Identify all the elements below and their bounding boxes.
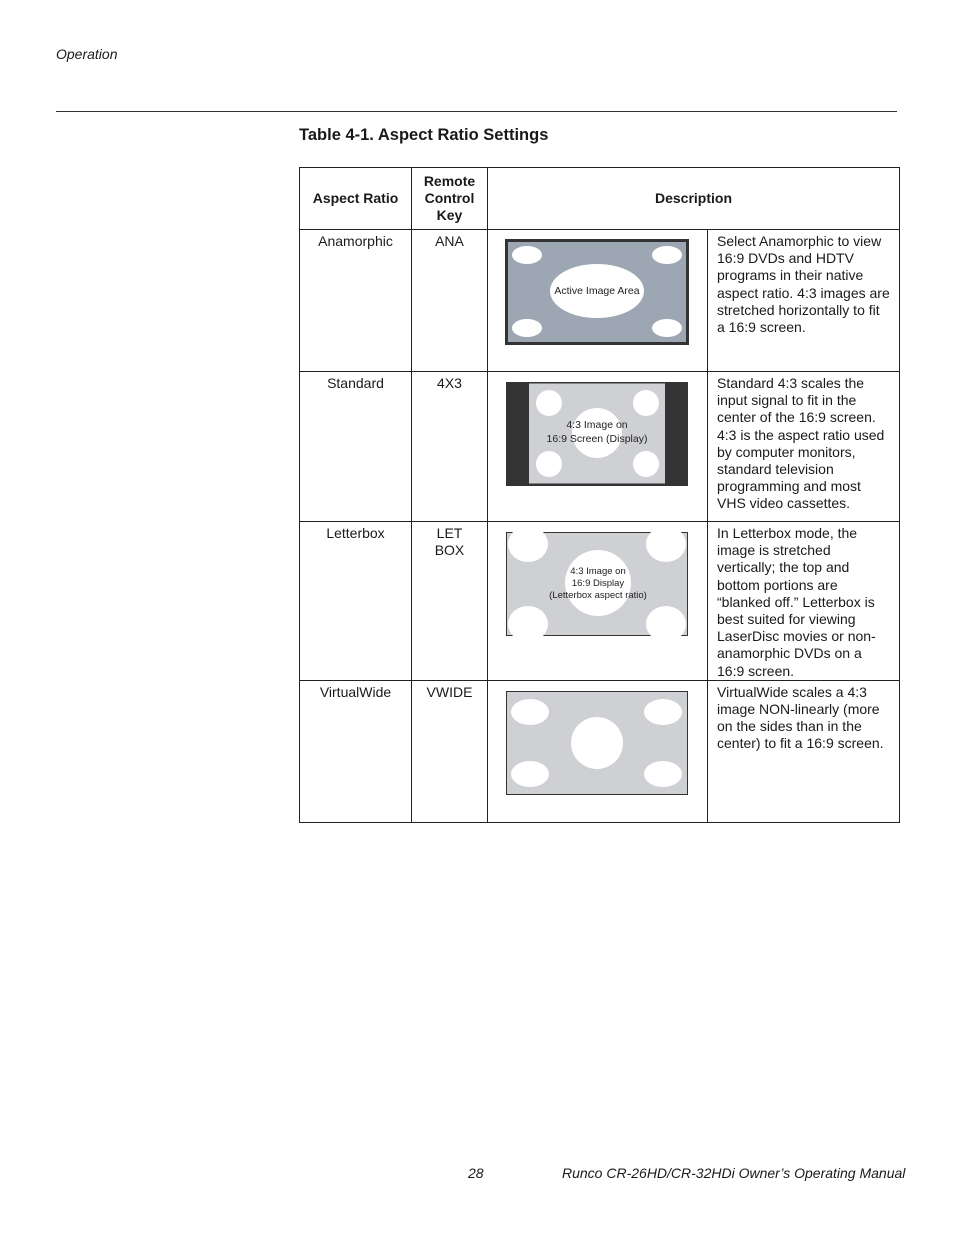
letterbox-label-line1: 4:3 Image on [570, 566, 626, 577]
cell-description: Select Anamorphic to view 16:9 DVDs and HDTV programs in their native aspect ratio. 4:3 images are stretched horizontally to fit a 16:9 screen. [708, 230, 900, 372]
corner-ellipse-top-left [512, 246, 542, 264]
cell-remote-key: ANA [412, 230, 488, 372]
anamorphic-label: Active Image Area [554, 285, 640, 297]
corner-ellipse-bottom-right [652, 319, 682, 337]
cell-aspect-ratio: Anamorphic [300, 230, 412, 372]
aspect-ratio-table [299, 167, 900, 823]
virtualwide-diagram [506, 691, 688, 795]
cell-description: Standard 4:3 scales the input signal to fit in the center of the 16:9 screen. 4:3 is the aspect ratio used by computer monitors, standard television programming and most VHS video cassettes. [708, 372, 900, 522]
standard-label-line2: 16:9 Screen (Display) [546, 433, 648, 445]
corner-ellipse-bottom-right [644, 761, 682, 787]
page-number: 28 [468, 1165, 484, 1181]
table-row-virtualwide [300, 680, 900, 822]
cell-diagram [488, 230, 708, 372]
corner-ellipse-top-left [511, 699, 549, 725]
letterbox-label-line3: (Letterbox aspect ratio) [549, 590, 647, 601]
cell-diagram [488, 680, 708, 822]
corner-circle-bottom-left [536, 451, 562, 477]
corner-circle-top-right [633, 390, 659, 416]
table-header-row [300, 168, 900, 230]
cell-remote-key: VWIDE [412, 680, 488, 822]
column-header-key-line3: Key [436, 207, 463, 224]
column-header-key-line1: Remote [423, 172, 476, 189]
cell-aspect-ratio: VirtualWide [300, 680, 412, 822]
table-row-letterbox [300, 522, 900, 681]
cell-remote-key-line1: LET [436, 525, 463, 541]
running-header: Operation [56, 46, 118, 62]
corner-ellipse-bottom-left [511, 761, 549, 787]
cell-aspect-ratio: Letterbox [300, 522, 412, 681]
corner-circle-bottom-right [633, 451, 659, 477]
corner-circle-top-left [536, 390, 562, 416]
column-header-key-line2: Control [424, 189, 475, 206]
anamorphic-diagram [506, 240, 688, 344]
corner-circle-top-left [508, 526, 548, 562]
center-circle [571, 717, 623, 769]
letterbox-diagram [506, 532, 688, 636]
column-header-aspect-ratio: Aspect Ratio [300, 168, 412, 230]
cell-remote-key [412, 522, 488, 681]
column-header-remote-control-key [412, 168, 488, 230]
table-row-standard [300, 372, 900, 522]
cell-diagram [488, 372, 708, 522]
corner-circle-top-right [646, 526, 686, 562]
header-rule [56, 111, 897, 112]
letterbox-label-line2: 16:9 Display [571, 578, 625, 589]
cell-description: In Letterbox mode, the image is stretched vertically; the top and bottom portions are “blanked off.” Letterbox is best suited for viewing LaserDisc movies or non-anamorphic DVDs on a 16:9 screen. [708, 522, 900, 681]
manual-title: Runco CR-26HD/CR-32HDi Owner’s Operating Manual [562, 1165, 906, 1181]
corner-ellipse-top-right [652, 246, 682, 264]
standard-label-line1: 4:3 Image on [566, 419, 628, 431]
column-header-description: Description [488, 168, 900, 230]
cell-remote-key: 4X3 [412, 372, 488, 522]
cell-remote-key-line2: BOX [434, 542, 465, 559]
corner-ellipse-top-right [644, 699, 682, 725]
standard-diagram [506, 382, 688, 486]
corner-circle-bottom-left [508, 606, 548, 642]
corner-circle-bottom-right [646, 606, 686, 642]
corner-ellipse-bottom-left [512, 319, 542, 337]
cell-diagram [488, 522, 708, 681]
table-row-anamorphic [300, 230, 900, 372]
cell-description: VirtualWide scales a 4:3 image NON-linearly (more on the sides than in the center) to fit a 16:9 screen. [708, 680, 900, 822]
cell-aspect-ratio: Standard [300, 372, 412, 522]
table-title: Table 4-1. Aspect Ratio Settings [299, 126, 549, 144]
